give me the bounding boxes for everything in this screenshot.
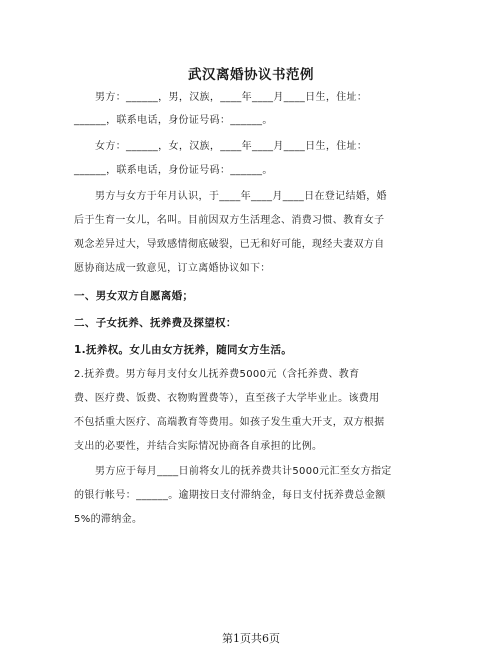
clause-payment-2: 的银行帐号：______。逾期按日支付滞纳金，每日支付抚养费总金额 <box>74 490 386 501</box>
clause-support-2: 费、医疗费、饭费、衣物购置费等），直至孩子大学毕业止。该费用 <box>74 393 380 404</box>
clause-support-1: 2.抚养费。男方每月支付女儿抚养费5000元（含托养费、教育 <box>74 369 360 380</box>
text-line-intro-3: 观念差异过大，导致感情彻底破裂，已无和好可能，现经夫妻双方自 <box>74 239 385 250</box>
clause-payment-1: 男方应于每月____日前将女儿的抚养费共计5000元汇至女方指定 <box>95 466 392 477</box>
document-title: 武汉离婚协议书范例 <box>188 67 314 83</box>
text-line-husband-contact: ______，联系电话，身份证号码：______。 <box>74 115 273 126</box>
clause-support-3: 不包括重大医疗、高端教育等费用。如孩子发生重大开支，双方根据 <box>74 417 385 428</box>
page-number: 第1页共6页 <box>222 632 280 645</box>
text-line-intro-4: 愿协商达成一致意见，订立离婚协议如下： <box>74 263 271 274</box>
section-heading-1: 一、男女双方自愿离婚； <box>74 290 194 302</box>
text-line-intro-1: 男方与女方于年月认识，于____年____月____日在登记结婚，婚 <box>95 191 387 202</box>
clause-custody: 1.抚养权。女儿由女方抚养，随同女方生活。 <box>74 344 293 356</box>
text-line-husband: 男方：______，男，汉族，____年____月____日生，住址： <box>95 92 368 103</box>
clause-payment-3: 5%的滞纳金。 <box>74 514 143 525</box>
text-line-intro-2: 后于生育一女儿，名叫。目前因双方生活理念、消费习惯、教育女子 <box>74 215 385 226</box>
text-line-wife: 女方：______，女，汉族，____年____月____日生，住址： <box>95 141 368 152</box>
clause-support-4: 支出的必要性，并结合实际情况协商各自承担的比例。 <box>74 441 323 452</box>
section-heading-2: 二、子女抚养、抚养费及探望权： <box>74 317 237 329</box>
text-line-wife-contact: ______，联系电话，身份证号码：______。 <box>74 165 273 176</box>
